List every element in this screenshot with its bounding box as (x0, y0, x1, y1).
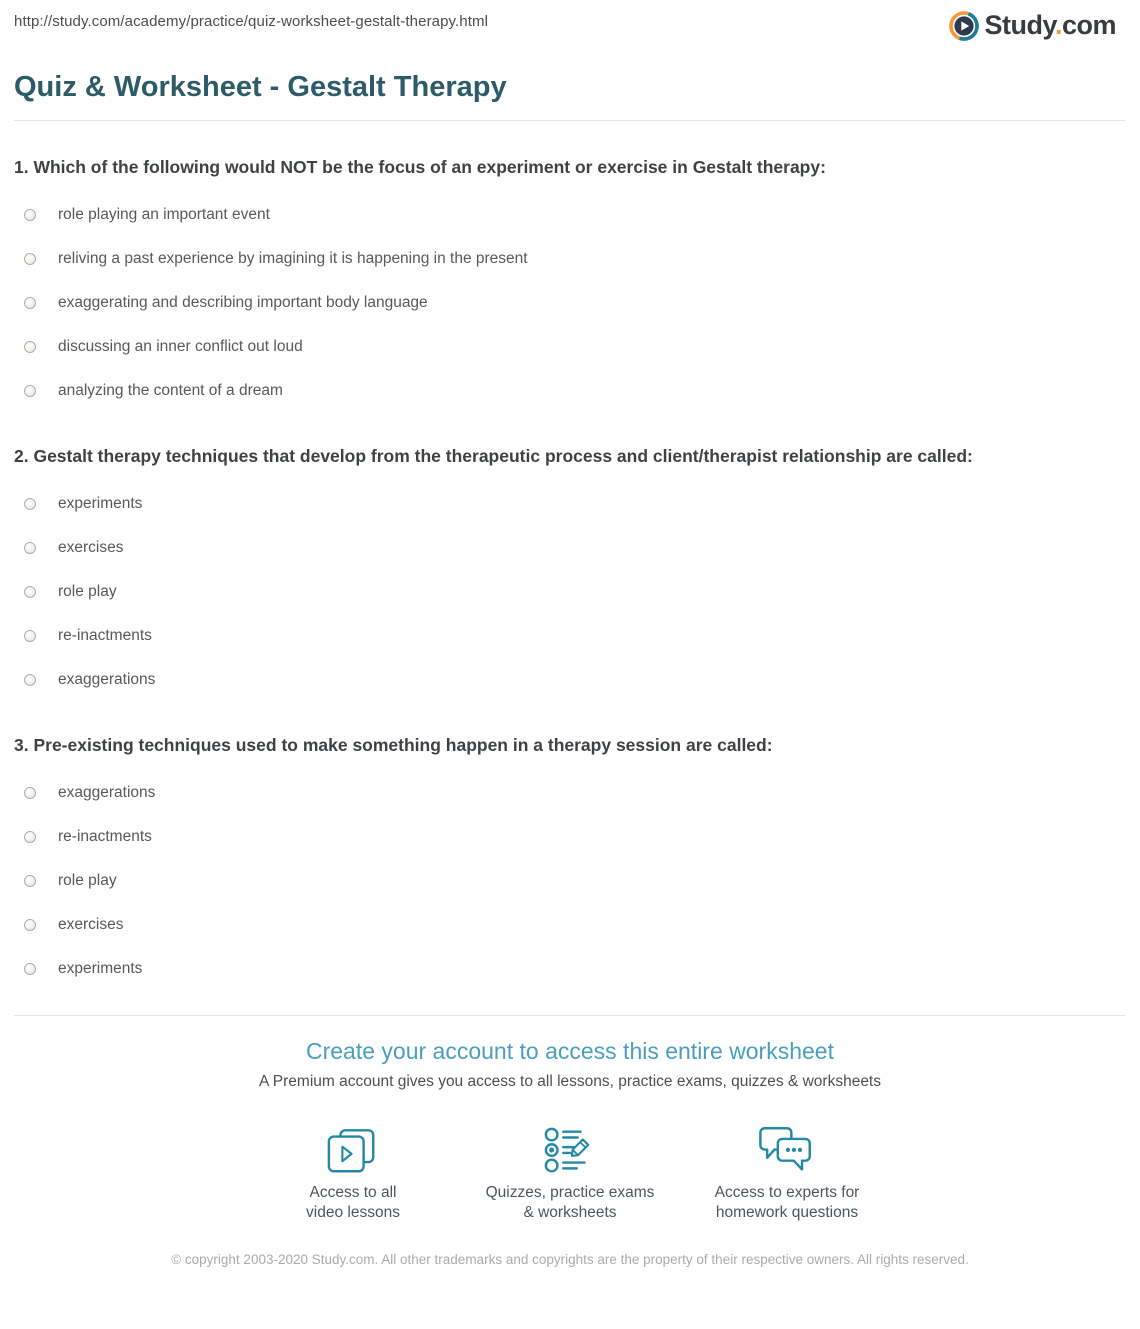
answer-option[interactable] (14, 494, 1126, 514)
answer-option[interactable] (14, 626, 1126, 646)
option-label: discussing an inner conflict out loud (58, 338, 303, 355)
feature-label-line: video lessons (306, 1204, 400, 1221)
top-divider (14, 120, 1126, 121)
video-lessons-iconbox (245, 1123, 462, 1179)
answer-option[interactable] (14, 783, 1126, 803)
question-text: 2. Gestalt therapy techniques that develop from the therapeutic process and client/therapist relationship are called: (14, 446, 973, 466)
answer-option[interactable] (14, 381, 1126, 401)
option-label: experiments (58, 495, 143, 512)
answer-option[interactable] (14, 827, 1126, 847)
feature-row (14, 1123, 1126, 1223)
answer-option[interactable] (14, 293, 1126, 313)
feature-video-lessons (245, 1123, 462, 1223)
answer-option[interactable] (14, 538, 1126, 558)
answer-option[interactable] (14, 871, 1126, 891)
radio-button[interactable] (24, 498, 36, 510)
option-label: exercises (58, 916, 124, 933)
option-label: experiments (58, 960, 143, 977)
experts-chat-icon (757, 1125, 817, 1177)
radio-button[interactable] (24, 385, 36, 397)
answer-option[interactable] (14, 205, 1126, 225)
studycom-play-icon (949, 11, 979, 41)
logo-dot: . (1054, 10, 1062, 40)
page-url: http://study.com/academy/practice/quiz-worksheet-gestalt-therapy.html (14, 13, 489, 30)
answer-option[interactable] (14, 582, 1126, 602)
radio-button[interactable] (24, 253, 36, 265)
feature-label-line: Quizzes, practice exams (485, 1184, 655, 1201)
answer-option[interactable] (14, 249, 1126, 269)
option-label: analyzing the content of a dream (58, 382, 283, 399)
option-label: re-inactments (58, 828, 152, 845)
feature-expert-help (679, 1123, 896, 1223)
quizzes-worksheets-iconbox (462, 1123, 679, 1179)
question-1 (14, 154, 1126, 401)
radio-button[interactable] (24, 586, 36, 598)
question-text: 1. Which of the following would NOT be the focus of an experiment or exercise in Gestalt therapy: (14, 157, 826, 177)
page-footer (14, 1251, 1126, 1269)
feature-label-line: Access to all (309, 1184, 397, 1201)
option-label: role play (58, 872, 117, 889)
radio-button[interactable] (24, 831, 36, 843)
page-title: Quiz & Worksheet - Gestalt Therapy (14, 71, 507, 103)
radio-button[interactable] (24, 297, 36, 309)
quizzes-worksheets-icon (542, 1125, 598, 1177)
cta-subtitle: A Premium account gives you access to all lessons, practice exams, quizzes & worksheets (259, 1073, 881, 1090)
radio-button[interactable] (24, 963, 36, 975)
bottom-divider (14, 1015, 1126, 1016)
option-label: exaggerations (58, 784, 156, 801)
cta-title[interactable]: Create your account to access this entire worksheet (306, 1038, 834, 1064)
logo-wordmark (984, 10, 1116, 41)
quiz-questions (14, 154, 1126, 979)
feature-label (679, 1183, 896, 1223)
feature-label (462, 1183, 679, 1223)
option-label: exaggerating and describing important body language (58, 294, 428, 311)
radio-button[interactable] (24, 919, 36, 931)
radio-button[interactable] (24, 341, 36, 353)
feature-quizzes-worksheets (462, 1123, 679, 1223)
video-lessons-icon (326, 1128, 380, 1174)
option-label: reliving a past experience by imagining it is happening in the present (58, 250, 528, 267)
answer-option[interactable] (14, 337, 1126, 357)
radio-button[interactable] (24, 542, 36, 554)
experts-chat-iconbox (679, 1123, 896, 1179)
radio-button[interactable] (24, 674, 36, 686)
studycom-logo[interactable] (949, 10, 1116, 41)
feature-label-line: & worksheets (523, 1204, 617, 1221)
answer-option[interactable] (14, 959, 1126, 979)
copyright-text: © copyright 2003-2020 Study.com. All other trademarks and copyrights are the property of their respective owners. All rights reserved. (171, 1252, 969, 1267)
radio-button[interactable] (24, 875, 36, 887)
feature-label (245, 1183, 462, 1223)
feature-label-line: Access to experts for (714, 1184, 860, 1201)
radio-button[interactable] (24, 787, 36, 799)
option-label: re-inactments (58, 627, 152, 644)
option-label: exercises (58, 539, 124, 556)
question-text: 3. Pre-existing techniques used to make something happen in a therapy session are called: (14, 735, 773, 755)
question-3 (14, 732, 1126, 979)
feature-label-line: homework questions (715, 1204, 859, 1221)
page-header (14, 0, 1126, 40)
option-label: exaggerations (58, 671, 156, 688)
option-label: role playing an important event (58, 206, 270, 223)
option-label: role play (58, 583, 117, 600)
question-2 (14, 443, 1126, 690)
logo-study: Study (984, 10, 1055, 40)
answer-option[interactable] (14, 670, 1126, 690)
radio-button[interactable] (24, 209, 36, 221)
radio-button[interactable] (24, 630, 36, 642)
answer-option[interactable] (14, 915, 1126, 935)
cta-section (14, 1038, 1126, 1223)
logo-com: com (1061, 10, 1116, 40)
